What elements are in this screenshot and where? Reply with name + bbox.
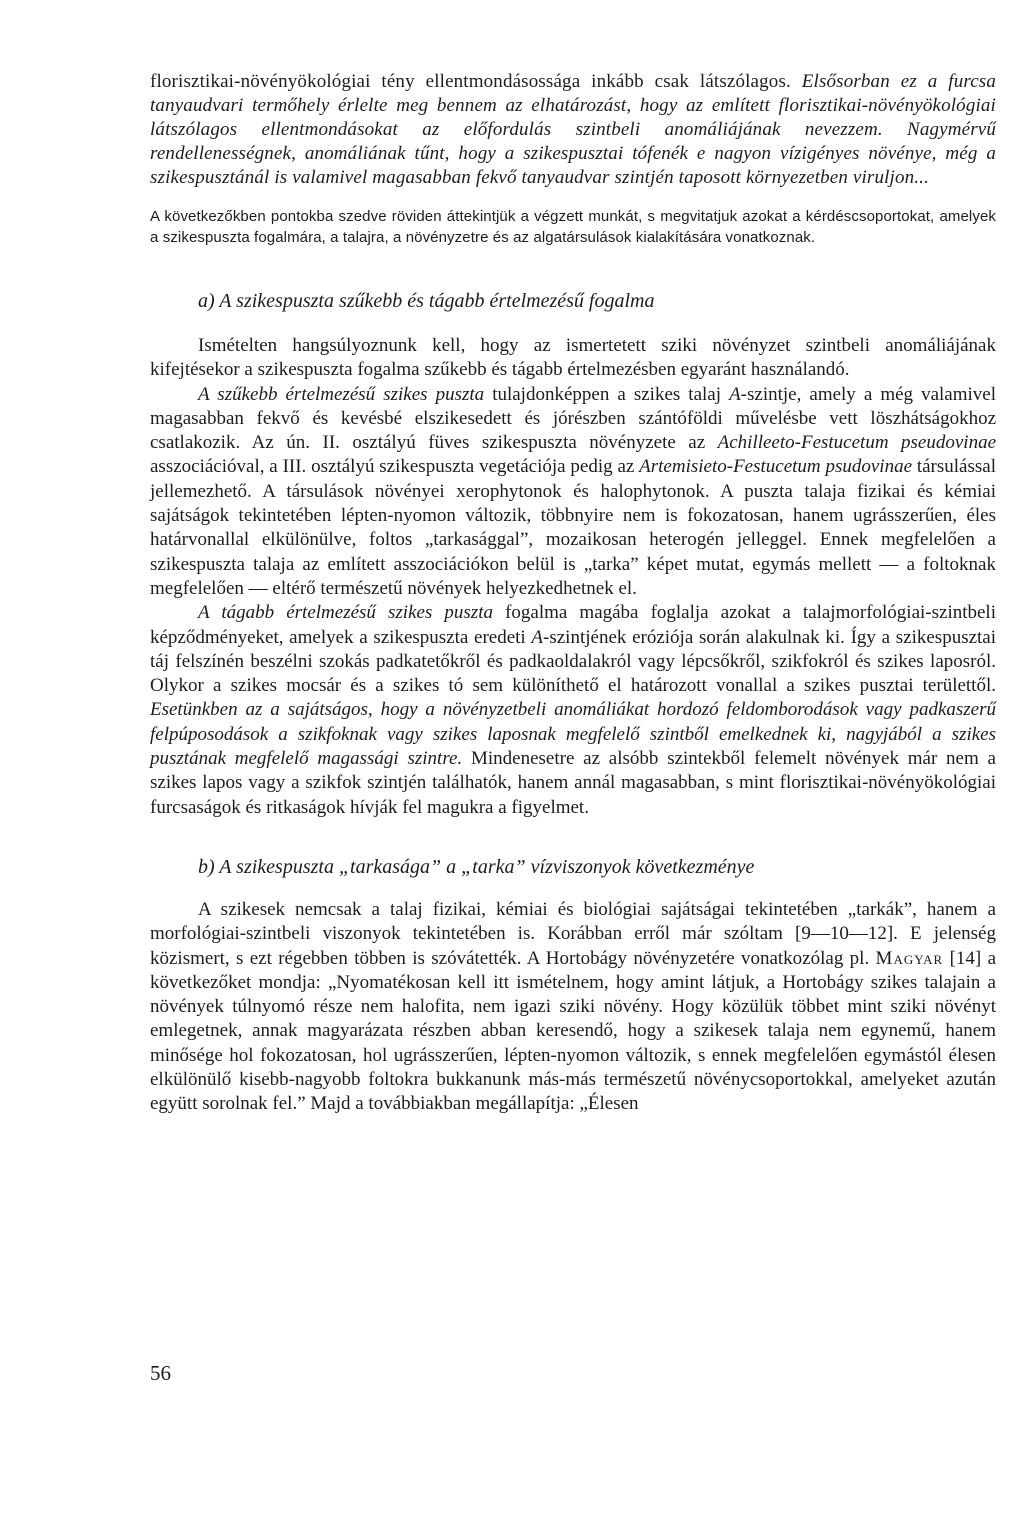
association-name: Achilleeto-Festucetum pseudovinae [717, 432, 997, 454]
intro-paragraph [150, 70, 996, 190]
horizon-letter: A [531, 626, 544, 648]
broad-definition-term: A tágabb értelmezésű szikes puszta [198, 602, 493, 624]
section-b-heading: b) A szikespuszta „tarkasága” a „tarka” vízviszonyok következménye [198, 855, 755, 878]
intro-italic-text: Elsősorban ez a furcsa tanyaudvari termőhely érlelte meg bennem az elhatározást, hogy az említett florisztikai-növényökológiai látszólagos ellentmondásokat az előfordulás szintbeli anomáliájának nevezzem. Nagymérvű rendellenességnek, anomáliának tűnt, hogy a szikespusztai tófenék e nagyon vízigényes növénye, még a szikespusztánál is valamivel magasabban fekvő tanyaudvar szintjén taposott környezetben viruljon... [150, 71, 996, 188]
section-a-heading: a) A szikespuszta szűkebb és tágabb értelmezésű fogalma [198, 290, 655, 312]
text-run: tulajdonképpen a szikes talaj [484, 383, 730, 405]
page-content [150, 70, 996, 1117]
text-run: A szikesek nemcsak a talaj fizikai, kémiai és biológiai sajátságai tekintetében „tarkák”, hanem a morfológiai-szintbeli viszonyok tekintetében is. Korábban erről már szóltam [9—10—12]. E jelenség közismert, s ezt régebben többen is szóvátették. A Hortobágy növényzetére vonatkozólag pl. [150, 898, 996, 969]
intro-sentence: florisztikai-növényökológiai tény ellentmondásossága inkább csak látszólagos. [150, 71, 791, 92]
text-run: -szintjének eróziója során alakulnak ki. Így a szikespusztai táj felszínén beszélni szokás padkatetőkről és padkaoldalakról vagy lépcsőkről, szikfokról és szikes laposról. Olykor a szikes mocsár és a szikes tó sem különíthető el határozott vonallal a szikes pusztai területtől. [150, 626, 997, 697]
section-a-paragraph-1: Ismételten hangsúlyoznunk kell, hogy az ismertetett sziki növényzet szintbeli anomáliájának kifejtésekor a szikespuszta fogalma szűkebb és tágabb értelmezésben egyaránt használandó. [150, 335, 996, 381]
section-a-paragraph-3 [150, 601, 996, 820]
text-run: [14] a következőket mondja: „Nyomatékosan kell itt ismételnem, hogy amint látjuk, a Hortobágy szikes talajain a növények túlnyomó része nem halofita, nem igazi sziki növény. Hogy közülük többet mint sziki növényt emlegetnek, annak magyarázata részben abban keresendő, hogy a szikesek talaja nem egynemű, hanem minősége hol fokozatosan, hol ugrásszerűen, lépten-nyomon változik, s ennek megfelelően egymástól élesen elkülönülő kisebb-nagyobb foltokra bukkanunk más-más természetű növénycsoportokkal, amelyeket azután együtt sorolnak fel.” Majd a továbbiakban megállapítja: „Élesen [150, 947, 996, 1115]
text-run: Mindenesetre az alsóbb szintekből felemelt növények már nem a szikes lapos vagy a szikfok szintjén találhatók, hanem annál magasabban, s mint florisztikai-növényökológiai furcsaságok és ritkaságok hívják fel magukra a figyelmet. [150, 748, 996, 818]
page-number: 56 [150, 1361, 171, 1385]
horizon-letter: A [729, 383, 741, 405]
association-name: Artemisieto-Festucetum psudovinae [639, 456, 913, 478]
section-b-paragraph-1 [150, 898, 996, 1117]
section-a-paragraph-2 [150, 383, 996, 602]
author-name: Magyar [875, 947, 944, 969]
narrow-definition-term: A szűkebb értelmezésű szikes puszta [198, 383, 485, 405]
text-run: társulással jellemezhető. A társulások növényei xerophytonok és halophytonok. A puszta talaja fizikai és kémiai sajátságok tekintetében lépten-nyomon változik, többnyire nem is fokozatosan, hanem ugrásszerűen, éles határvonallal elkülönülve, foltos „tarkasággal”, mozaikosan heterogén jelleggel. Ennek megfelelően a szikespuszta talaja az említett asszociációkon belül is „tarka” képet mutat, egymás mellett — a foltoknak megfelelően — eltérő természetű növények helyezkedhetnek el. [150, 456, 996, 599]
text-run: asszociációval, a III. osztályú szikespuszta vegetációja pedig az [150, 456, 640, 478]
text-run: fogalma magába foglalja azokat a talajmorfológiai-szintbeli képződményeket, amelyek a szikespuszta eredeti [150, 602, 996, 648]
text-run: -szintje, amely a még valamivel magasabban fekvő és kevésbé elszikesedett és jórészben szántóföldi művelésbe vett löszhátságokhoz csatlakozik. Az ún. II. osztályú füves szikespuszta növényzete az [150, 383, 996, 454]
emphasis-text: Esetünkben az a sajátságos, hogy a növényzetbeli anomáliákat hordozó feldomborodások vagy padkaszerű felpúposodások a szikfoknak vagy szikes laposnak megfelelő szintből emelkednek ki, nagyjából a szikes pusztának megfelelő magassági szintre. [150, 699, 996, 770]
summary-paragraph: A következőkben pontokba szedve röviden áttekintjük a végzett munkát, s megvitatjuk azokat a kérdéscsoportokat, amelyek a szikespuszta fogalmára, a talajra, a növényzetre és az algatársulások kialakítására vonatkoznak. [150, 208, 996, 246]
